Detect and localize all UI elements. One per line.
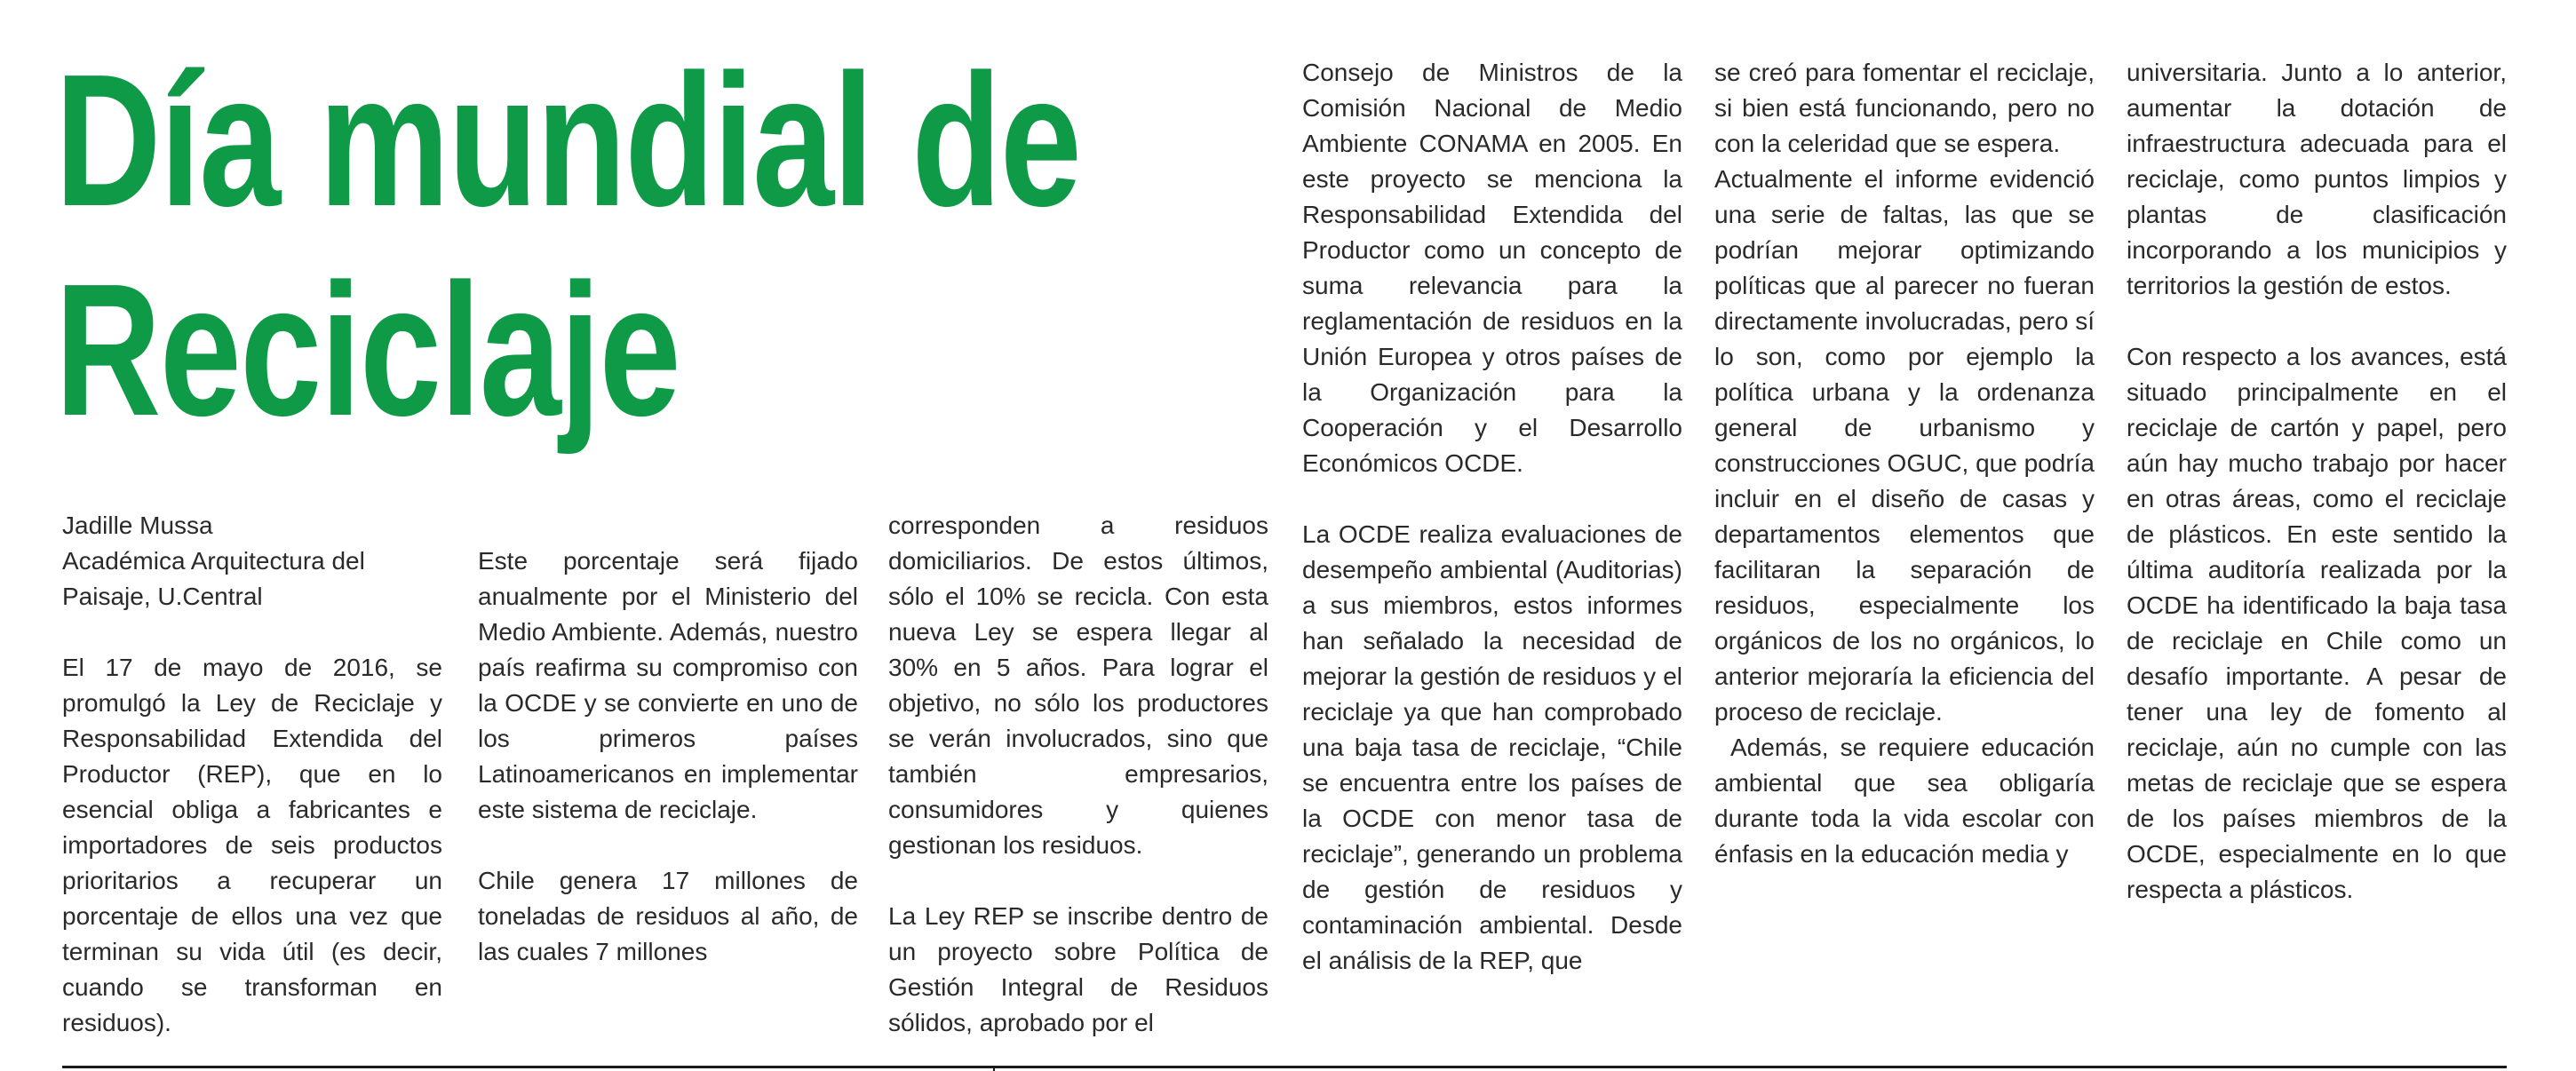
paragraph: Actualmente el informe evidenció una serie de faltas, las que se podrían mejorar optimizando políticas que al parecer no fueran directamente involucradas, pero sí lo son, como por ejemplo la política urbana y la ordenanza general de urbanismo y construcciones OGUC, que podría incluir en el diseño de casas y departamentos elementos que facilitaran la separación de residuos, especialmente los orgánicos de los no orgánicos, lo anterior mejoraría la eficiencia del proceso de reciclaje. bbox=[1714, 165, 2095, 726]
page-title bbox=[55, 35, 1081, 455]
byline-author: Jadille Mussa bbox=[62, 512, 213, 539]
bottom-rule-tick bbox=[993, 1066, 995, 1071]
byline-affiliation-2: Paisaje, U.Central bbox=[62, 583, 263, 610]
paragraph: se creó para fomentar el reciclaje, si bien está funcionando, pero no con la celeridad que se espera. bbox=[1714, 59, 2095, 157]
title-line-2: Reciclaje bbox=[55, 244, 680, 455]
paragraph: Con respecto a los avances, está situado principalmente en el reciclaje de cartón y papel, pero aún hay mucho trabajo por hacer en otras áreas, como el reciclaje de plásticos. En este sentido la última auditoría realizada por la OCDE ha identificado la baja tasa de reciclaje en Chile como un desafío importante. A pesar de tener una ley de fomento al reciclaje, aún no cumple con las metas de reciclaje que se espera de los países miembros de la OCDE, especialmente en lo que respecta a plásticos. bbox=[2127, 343, 2507, 903]
paragraph: universitaria. Junto a lo anterior, aumentar la dotación de infraestructura adecuada para el reciclaje, como puntos limpios y plantas de clasificación incorporando a los municipios y territorios la gestión de estos. bbox=[2127, 59, 2507, 299]
paragraph: La Ley REP se inscribe dentro de un proyecto sobre Política de Gestión Integral de Residuos sólidos, aprobado por el bbox=[888, 902, 1268, 1036]
paragraph: corresponden a residuos domiciliarios. De estos últimos, sólo el 10% se recicla. Con esta nueva Ley se espera llegar al 30% en 5 años. Para lograr el objetivo, no sólo los productores se verán involucrados, sino que también empresarios, consumidores y quienes gestionan los residuos. bbox=[888, 512, 1268, 859]
paragraph: Además, se requiere educación ambiental que sea obligaría durante toda la vida escolar con énfasis en la educación media y bbox=[1714, 734, 2095, 868]
byline-affiliation-1: Académica Arquitectura del bbox=[62, 547, 365, 575]
column-4 bbox=[1302, 55, 1682, 979]
column-1 bbox=[62, 508, 442, 1041]
paragraph: La OCDE realiza evaluaciones de desempeño ambiental (Auditorias) a sus miembros, estos informes han señalado la necesidad de mejorar la gestión de residuos y el reciclaje ya que han comprobado una baja tasa de reciclaje, “Chile se encuentra entre los países de la OCDE con menor tasa de reciclaje”, generando un problema de gestión de residuos y contaminación ambiental. Desde el análisis de la REP, que bbox=[1302, 520, 1682, 974]
bottom-rule bbox=[62, 1066, 2507, 1068]
column-6 bbox=[2127, 55, 2507, 908]
column-3 bbox=[888, 508, 1268, 1041]
title-line-1: Día mundial de bbox=[55, 35, 1081, 245]
paragraph: Consejo de Ministros de la Comisión Nacional de Medio Ambiente CONAMA en 2005. En este proyecto se menciona la Responsabilidad Extendida del Productor como un concepto de suma relevancia para la reglamentación de residuos en la Unión Europea y otros países de la Organización para la Cooperación y el Desarrollo Económicos OCDE. bbox=[1302, 59, 1682, 477]
column-2 bbox=[478, 543, 858, 970]
paragraph: Este porcentaje será fijado anualmente por el Ministerio del Medio Ambiente. Además, nuestro país reafirma su compromiso con la OCDE y se convierte en uno de los primeros países Latinoamericanos en implementar este sistema de reciclaje. bbox=[478, 547, 858, 823]
column-5 bbox=[1714, 55, 2095, 872]
paragraph: Chile genera 17 millones de toneladas de residuos al año, de las cuales 7 millones bbox=[478, 867, 858, 965]
paragraph: El 17 de mayo de 2016, se promulgó la Ley de Reciclaje y Responsabilidad Extendida del Productor (REP), que en lo esencial obliga a fabricantes e importadores de seis productos prioritarios a recuperar un porcentaje de ellos una vez que terminan su vida útil (es decir, cuando se transforman en residuos). bbox=[62, 654, 442, 1036]
